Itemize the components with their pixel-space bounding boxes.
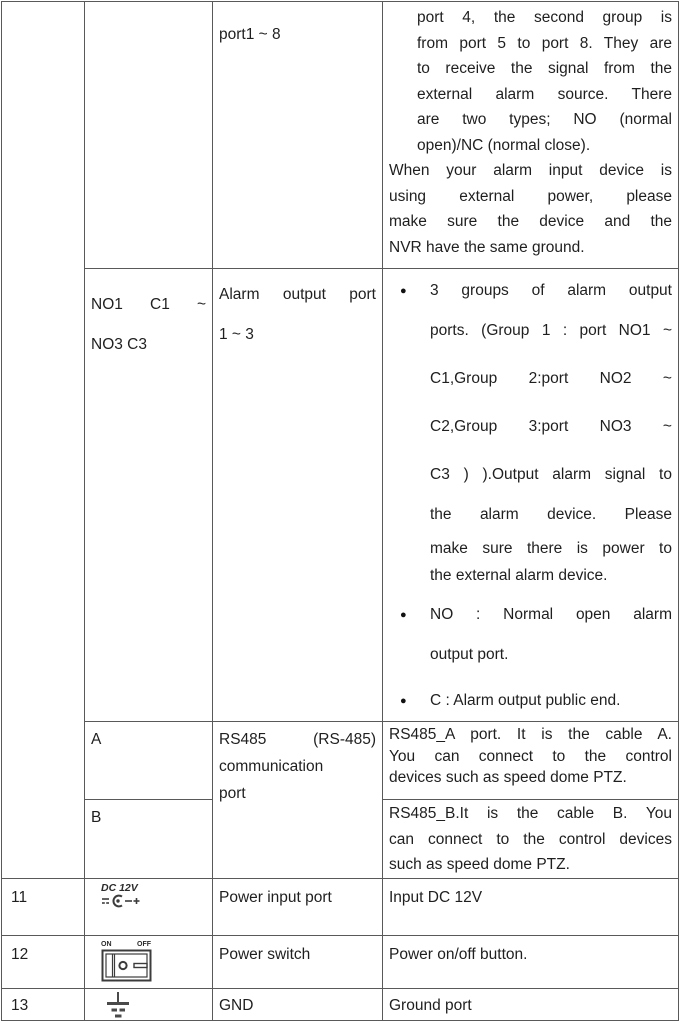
- text-line: NO1 C1 ~: [91, 296, 206, 313]
- text-line: to receive the signal from the: [417, 60, 672, 77]
- cell-number: [2, 989, 85, 1021]
- text-line: NVR have the same ground.: [389, 238, 585, 256]
- text-line: 3 groups of alarm output: [430, 282, 672, 299]
- text-line: C2,Group 3:port NO3 ~: [430, 418, 672, 435]
- bullet-list: [389, 269, 672, 721]
- text-line: When your alarm input device is: [389, 162, 672, 179]
- cell-alarm-input-name: [213, 2, 383, 269]
- text-line: the alarm device. Please: [430, 506, 672, 523]
- cell-number: [2, 879, 85, 936]
- text-line: RS485_B.It is the cable B. You: [389, 805, 672, 822]
- row-number: 12: [11, 946, 29, 963]
- bullet-icon: ●: [400, 609, 407, 621]
- bullet-icon: ●: [400, 285, 407, 297]
- text-line: C1,Group 2:port NO2 ~: [430, 370, 672, 387]
- cell-alarm-output-name: [213, 269, 383, 722]
- text-line: can connect to the control devices: [389, 830, 672, 848]
- text-line: Power input port: [219, 889, 332, 906]
- cell-rs485-a-desc: [383, 722, 679, 800]
- text-line: port: [219, 785, 246, 802]
- bullet-icon: ●: [400, 695, 407, 707]
- cell-power-input-icon: [85, 879, 213, 936]
- dc-12v-polarity-icon: [101, 894, 141, 910]
- indented-paragraph: [417, 5, 672, 158]
- text-line: C : Alarm output public end.: [430, 692, 621, 709]
- text-line: Ground port: [389, 997, 472, 1014]
- text-line: NO : Normal open alarm: [430, 606, 672, 623]
- row-number: 11: [11, 889, 28, 906]
- table-row-alarm-input: [2, 2, 679, 269]
- text-line: C3 ) ).Output alarm signal to: [430, 466, 672, 483]
- text-line: external alarm source. There: [417, 85, 672, 103]
- cell-gnd-name: [213, 989, 383, 1021]
- cell-number-merged: [2, 2, 85, 879]
- table-row-gnd: [2, 989, 679, 1021]
- text-line: NO3 C3: [91, 336, 147, 353]
- cell-rs485-b-label: [85, 800, 213, 879]
- cell-number: [2, 936, 85, 989]
- cell-power-input-desc: [383, 879, 679, 936]
- text-line: Power on/off button.: [389, 946, 528, 963]
- text-line: port1 ~ 8: [219, 26, 281, 43]
- switch-off-label: OFF: [137, 941, 151, 948]
- cell-alarm-input-desc: [383, 2, 679, 269]
- text-line: make sure the device and the: [389, 213, 672, 230]
- cell-gnd-desc: [383, 989, 679, 1021]
- table-row-power-input: [2, 879, 679, 936]
- table-row-rs485-a: [2, 722, 679, 800]
- list-item: [389, 271, 672, 589]
- text-line: from port 5 to port 8. They are: [417, 34, 672, 52]
- text-line: port 4, the second group is: [417, 9, 672, 26]
- text-line: such as speed dome PTZ.: [389, 856, 570, 873]
- text-line: Alarm output port: [219, 286, 376, 303]
- cell-power-switch-name: [213, 936, 383, 989]
- cell-alarm-output-desc: [383, 269, 679, 722]
- text-line: make sure there is power to: [430, 540, 672, 557]
- text-line: ports. (Group 1 : port NO1 ~: [430, 322, 672, 339]
- switch-on-label: ON: [101, 941, 112, 948]
- cell-power-switch-desc: [383, 936, 679, 989]
- dc-12v-label: DC 12V: [101, 882, 138, 894]
- text-line: GND: [219, 997, 254, 1014]
- cell-rs485-b-desc: [383, 800, 679, 879]
- table-row-power-switch: [2, 936, 679, 989]
- rear-panel-ports-table: [1, 1, 679, 1021]
- text-line: are two types; NO (normal: [417, 111, 672, 128]
- cell-power-input-name: [213, 879, 383, 936]
- cell-rs485-name: [213, 722, 383, 879]
- cell-rs485-a-label: [85, 722, 213, 800]
- row-number: 13: [11, 997, 29, 1014]
- text-line: output port.: [430, 646, 509, 663]
- text-line: RS485 (RS-485): [219, 731, 376, 748]
- cell-power-switch-icon: [85, 936, 213, 989]
- list-item: [389, 595, 672, 675]
- table-row-alarm-output: [2, 269, 679, 722]
- text-line: RS485_A port. It is the cable A.: [389, 726, 672, 743]
- cell-alarm-output-ports: [85, 269, 213, 722]
- text-line: B: [91, 809, 102, 826]
- text-line: devices such as speed dome PTZ.: [389, 769, 627, 786]
- power-switch-icon: [101, 949, 153, 983]
- text-line: open)/NC (normal close).: [417, 136, 591, 154]
- cell-alarm-input-icon-empty: [85, 2, 213, 269]
- text-line: the external alarm device.: [430, 567, 608, 584]
- ground-earth-icon: [105, 991, 133, 1019]
- text-line: Power switch: [219, 946, 311, 963]
- text-line: You can connect to the control: [389, 747, 672, 765]
- cell-gnd-icon: [85, 989, 213, 1021]
- text-line: communication: [219, 758, 324, 775]
- text-line: 1 ~ 3: [219, 326, 254, 343]
- text-line: Input DC 12V: [389, 889, 483, 906]
- list-item: [389, 681, 672, 721]
- text-line: using external power, please: [389, 187, 672, 205]
- text-line: A: [91, 731, 102, 748]
